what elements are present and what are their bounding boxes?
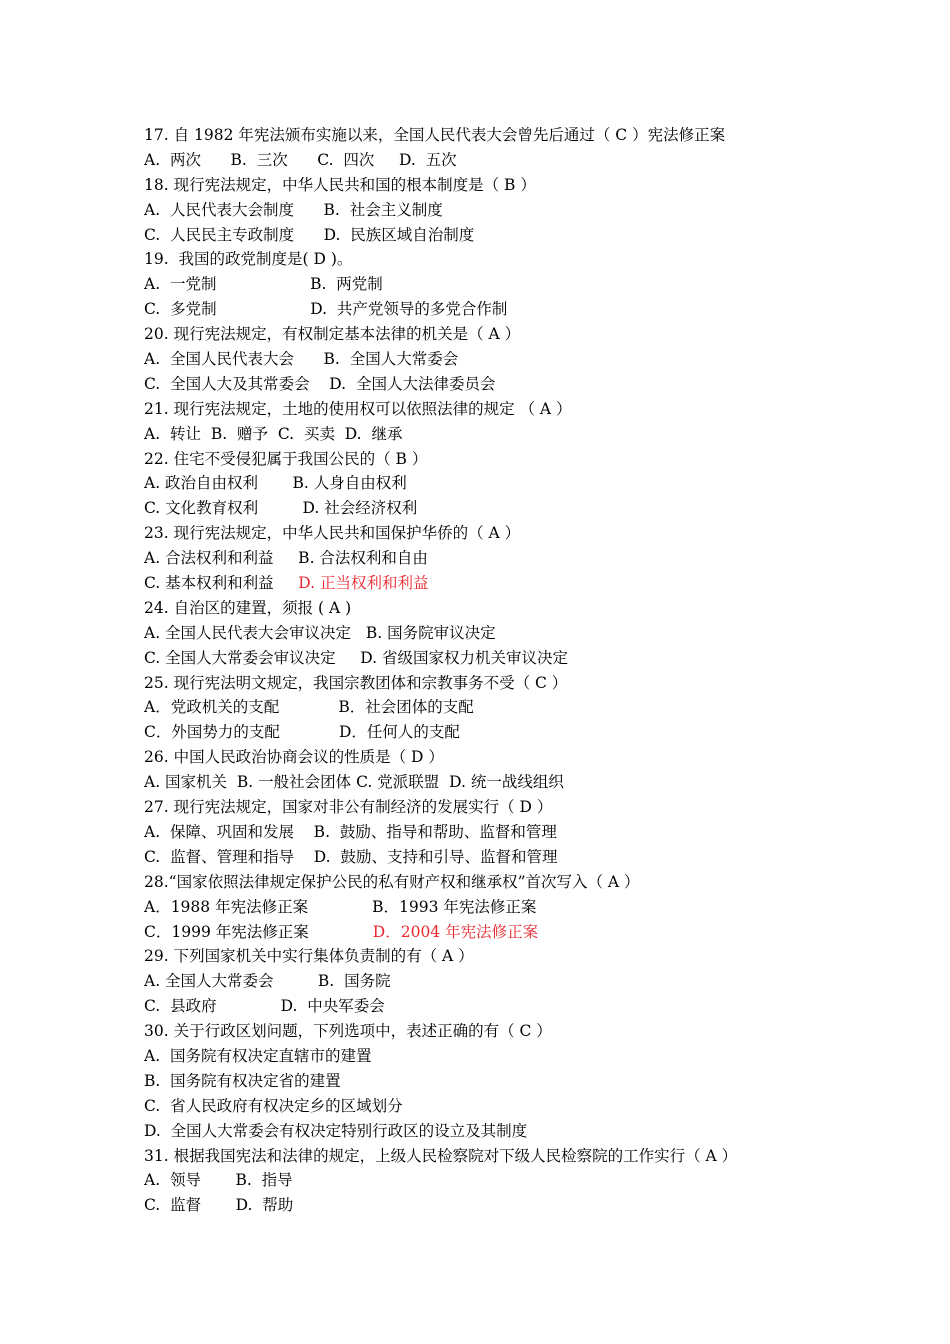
line-text: 22. 住宅不受侵犯属于我国公民的（ B ） [144, 449, 428, 468]
text-line [144, 148, 904, 173]
text-line [144, 1019, 904, 1044]
line-text: C. 省人民政府有权决定乡的区域划分 [144, 1096, 403, 1115]
text-line [144, 969, 904, 994]
line-text: A. 合法权利和利益 B. 合法权利和自由 [144, 549, 428, 568]
text-line [144, 770, 904, 795]
line-text: A．党政机关的支配 B．社会团体的支配 [144, 698, 474, 717]
line-text: D. 全国人大常委会有权决定特别行政区的设立及其制度 [144, 1121, 528, 1140]
text-line [144, 1144, 904, 1169]
line-text: A. 领导 B. 指导 [144, 1171, 293, 1190]
text-line [144, 646, 904, 671]
line-text: A. 人民代表大会制度 B. 社会主义制度 [144, 200, 443, 219]
text-line [144, 596, 904, 621]
text-line [144, 820, 904, 845]
line-text: A. 全国人大常委会 B. 国务院 [144, 972, 391, 991]
text-line [144, 720, 904, 745]
text-line [144, 123, 904, 148]
line-text: C. 监督 D. 帮助 [144, 1196, 294, 1215]
line-text: C．1999 年宪法修正案 [144, 922, 373, 941]
text-line [144, 1168, 904, 1193]
text-line [144, 297, 904, 322]
line-text: C. 多党制 D. 共产党领导的多党合作制 [144, 300, 508, 319]
line-text: C. 县政府 D. 中央军委会 [144, 997, 385, 1016]
text-line [144, 223, 904, 248]
line-text: 24. 自治区的建置，须报 ( A ) [144, 598, 352, 617]
text-line [144, 198, 904, 223]
line-text: 19. 我国的政党制度是( D )。 [144, 250, 353, 269]
line-text: 21. 现行宪法规定，土地的使用权可以依照法律的规定 （ A ） [144, 399, 572, 418]
line-text: 25. 现行宪法明文规定，我国宗教团体和宗教事务不受（ C ） [144, 673, 568, 692]
highlighted-answer-text: D．2004 年宪法修正案 [372, 922, 539, 941]
text-line [144, 347, 904, 372]
line-text: 20. 现行宪法规定，有权制定基本法律的机关是（ A ） [144, 325, 521, 344]
line-text: A. 转让 B. 赠予 C. 买卖 D. 继承 [144, 424, 403, 443]
line-text: A. 政治自由权利 B. 人身自由权利 [144, 474, 407, 493]
text-line [144, 1069, 904, 1094]
line-text: A. 全国人民代表大会 B. 全国人大常委会 [144, 350, 459, 369]
text-line [144, 372, 904, 397]
line-text: C. 监督、管理和指导 D. 鼓励、支持和引导、监督和管理 [144, 847, 558, 866]
line-text: A. 国务院有权决定直辖市的建置 [144, 1046, 372, 1065]
text-line [144, 944, 904, 969]
text-line [144, 1044, 904, 1069]
line-text: C. 人民民主专政制度 D. 民族区域自治制度 [144, 225, 475, 244]
line-text: 30. 关于行政区划问题，下列选项中，表述正确的有（ C ） [144, 1022, 552, 1041]
text-line [144, 397, 904, 422]
text-line [144, 920, 904, 945]
line-text: B. 国务院有权决定省的建置 [144, 1071, 341, 1090]
text-line [144, 1119, 904, 1144]
text-line [144, 447, 904, 472]
line-text: C．外国势力的支配 D．任何人的支配 [144, 723, 460, 742]
line-text: 18. 现行宪法规定，中华人民共和国的根本制度是（ B ） [144, 175, 536, 194]
text-line [144, 1193, 904, 1218]
line-text: C. 全国人大及其常委会 D. 全国人大法律委员会 [144, 374, 496, 393]
text-line [144, 845, 904, 870]
text-line [144, 571, 904, 596]
text-line [144, 272, 904, 297]
highlighted-answer-text: D. 正当权利和利益 [298, 574, 429, 593]
line-text: C. 文化教育权利 D. 社会经济权利 [144, 499, 418, 518]
text-line [144, 496, 904, 521]
line-text: 28.“国家依照法律规定保护公民的私有财产权和继承权”首次写入（ A ） [144, 872, 640, 891]
text-line [144, 795, 904, 820]
text-line [144, 422, 904, 447]
text-line [144, 621, 904, 646]
text-line [144, 994, 904, 1019]
text-line [144, 895, 904, 920]
text-line [144, 870, 904, 895]
line-text: A. 国家机关 B. 一般社会团体 C. 党派联盟 D. 统一战线组织 [144, 773, 564, 792]
line-text: C. 基本权利和利益 [144, 574, 299, 593]
line-text: A. 两次 B. 三次 C. 四次 D. 五次 [144, 150, 457, 169]
line-text: 26. 中国人民政治协商会议的性质是（ D ） [144, 748, 444, 767]
line-text: A．1988 年宪法修正案 B．1993 年宪法修正案 [144, 897, 537, 916]
line-text: A. 保障、巩固和发展 B. 鼓励、指导和帮助、监督和管理 [144, 822, 557, 841]
line-text: 23. 现行宪法规定，中华人民共和国保护华侨的（ A ） [144, 524, 521, 543]
text-line [144, 671, 904, 696]
line-text: 27. 现行宪法规定，国家对非公有制经济的发展实行（ D ） [144, 798, 553, 817]
line-text: A. 全国人民代表大会审议决定 B. 国务院审议决定 [144, 623, 496, 642]
text-line [144, 322, 904, 347]
text-line [144, 745, 904, 770]
line-text: 29. 下列国家机关中实行集体负责制的有（ A ） [144, 947, 474, 966]
text-line [144, 546, 904, 571]
text-line [144, 471, 904, 496]
text-line [144, 521, 904, 546]
line-text: 17. 自 1982 年宪法颁布实施以来，全国人民代表大会曾先后通过（ C ）宪法修正案 [144, 126, 726, 144]
text-line [144, 173, 904, 198]
text-line [144, 695, 904, 720]
text-line [144, 247, 904, 272]
question-list [144, 123, 904, 1218]
text-line [144, 1094, 904, 1119]
line-text: A. 一党制 B. 两党制 [144, 275, 383, 294]
line-text: C. 全国人大常委会审议决定 D. 省级国家权力机关审议决定 [144, 648, 569, 667]
line-text: 31. 根据我国宪法和法律的规定，上级人民检察院对下级人民检察院的工作实行（ A ） [144, 1146, 738, 1165]
